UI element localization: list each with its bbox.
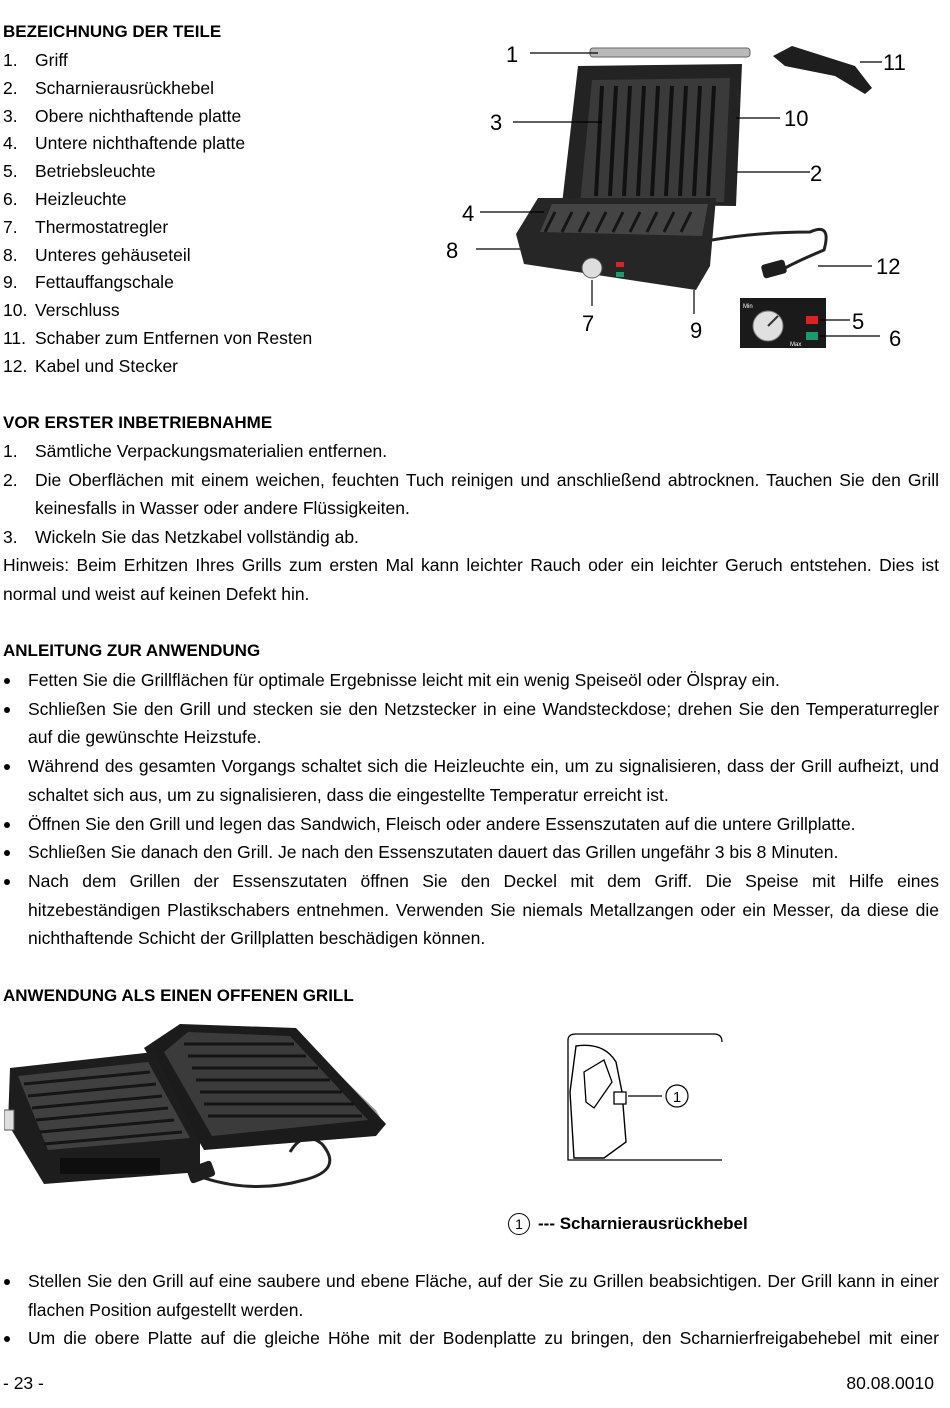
- list-item: 11. Schaber zum Entfernen von Resten: [3, 327, 313, 348]
- list-item: 10. Verschluss: [3, 300, 120, 321]
- product-code: 80.08.0010: [846, 1373, 934, 1393]
- list-item: 9. Fettauffangschale: [3, 272, 174, 293]
- list-item: Schließen Sie danach den Grill. Je nach den Essenszutaten dauert das Grillen ungefähr 3 bis 8 Minuten.: [3, 838, 939, 867]
- bullet-icon: [3, 810, 28, 839]
- plug-image: [761, 259, 788, 279]
- open-grill-list: [3, 1267, 939, 1353]
- parts-list: [3, 49, 312, 383]
- list-item: 3. Obere nichthaftende platte: [3, 105, 242, 126]
- hinge-lever-caption: [508, 1213, 748, 1235]
- page-number: - 23 -: [3, 1373, 44, 1393]
- first-use-heading: VOR ERSTER INBETRIEBNAHME: [3, 413, 273, 432]
- callout-6: 6: [889, 326, 902, 351]
- usage-heading: ANLEITUNG ZUR ANWENDUNG: [3, 641, 261, 660]
- list-item: 5. Betriebsleuchte: [3, 161, 156, 182]
- callout-11: 11: [883, 50, 906, 75]
- callout-10: 10: [784, 106, 809, 131]
- callout-12: 12: [876, 254, 901, 279]
- callout-9: 9: [690, 318, 703, 343]
- list-item: 2. Scharnierausrückhebel: [3, 77, 214, 98]
- list-item: 7. Thermostatregler: [3, 216, 169, 237]
- list-item: 3. Wickeln Sie das Netzkabel vollständig ab.: [3, 527, 359, 548]
- callout-5: 5: [852, 309, 865, 334]
- grill-parts-diagram: [440, 36, 920, 358]
- caption-marker: 1: [508, 1213, 530, 1235]
- hinge-lever-detail-image: [564, 1032, 724, 1166]
- list-item: 1. Griff: [3, 50, 68, 70]
- callout-8: 8: [446, 238, 459, 263]
- list-item: Um die obere Platte auf die gleiche Höhe mit der Bodenplatte zu bringen, den Scharnierfreigabehebel mit einer: [3, 1324, 939, 1353]
- usage-list: [3, 666, 939, 953]
- list-item: 6. Heizleuchte: [3, 188, 127, 209]
- scraper-image: [773, 46, 872, 94]
- list-item: Stellen Sie den Grill auf eine saubere und ebene Fläche, auf der Sie zu Grillen beabsichtigen. Der Grill kann in einer flachen Position aufgestellt werden.: [3, 1267, 939, 1324]
- bullet-icon: [3, 1267, 28, 1324]
- callout-4: 4: [462, 201, 475, 226]
- list-item: Während des gesamten Vorgangs schaltet sich die Heizleuchte ein, um zu signalisieren, dass der Grill aufheizt, und schaltet sich aus, um zu signalisieren, dass die eingestellte Temperatur erreicht ist.: [3, 752, 939, 809]
- list-item: Nach dem Grillen der Essenszutaten öffnen Sie den Deckel mit dem Griff. Die Speise mit Hilfe eines hitzebeständigen Plastikschabers entnehmen. Verwenden Sie niemals Metallzangen oder ein Messer, da diese die nichthaftende Schicht der Grillplatten beschädigen können.: [3, 867, 939, 953]
- open-grill-heading: ANWENDUNG ALS EINEN OFFENEN GRILL: [3, 986, 354, 1005]
- cable-image: [712, 229, 826, 268]
- list-item: 8. Unteres gehäuseteil: [3, 244, 191, 265]
- callout-7: 7: [582, 311, 595, 336]
- list-item: 4. Untere nichthaftende platte: [3, 133, 246, 154]
- bullet-icon: [3, 752, 28, 809]
- open-grill-image: [4, 1014, 386, 1196]
- bullet-icon: [3, 695, 28, 752]
- list-item: Fetten Sie die Grillflächen für optimale Ergebnisse leicht mit ein wenig Speiseöl oder Ölspray ein.: [3, 666, 939, 695]
- caption-text: --- Scharnierausrückhebel: [538, 1214, 748, 1233]
- detail-marker: 1: [672, 1089, 682, 1106]
- callout-2: 2: [810, 161, 823, 186]
- list-item: 1. Sämtliche Verpackungsmaterialien entfernen.: [3, 441, 388, 461]
- bullet-icon: [3, 666, 28, 695]
- min-label: Min: [743, 304, 753, 310]
- parts-heading: BEZEICHNUNG DER TEILE: [3, 22, 222, 41]
- max-label: Max: [790, 342, 802, 348]
- bullet-icon: [3, 867, 28, 953]
- bullet-icon: [3, 1324, 28, 1353]
- thermostat-knob-image: [582, 258, 602, 278]
- handle-image: [590, 48, 750, 57]
- bullet-icon: [3, 838, 28, 867]
- list-item: Schließen Sie den Grill und stecken sie den Netzstecker in eine Wandsteckdose; drehen Sie den Temperaturregler auf die gewünschte Heizstufe.: [3, 695, 939, 752]
- first-use-list: [3, 437, 939, 552]
- callout-1: 1: [506, 42, 519, 67]
- list-item: 2. Die Oberflächen mit einem weichen, feuchten Tuch reinigen und anschließend abtrocknen. Tauchen Sie den Grill keinesfalls in Wasser oder andere Flüssigkeiten.: [3, 469, 939, 519]
- first-use-note: Hinweis: Beim Erhitzen Ihres Grills zum ersten Mal kann leichter Rauch oder ein leichter Geruch entstehen. Dies ist normal und weist auf keinen Defekt hin.: [3, 555, 939, 604]
- list-item: Öffnen Sie den Grill und legen das Sandwich, Fleisch oder andere Essenszutaten auf die untere Grillplatte.: [3, 810, 939, 839]
- list-item: 12. Kabel und Stecker: [3, 355, 179, 376]
- callout-3: 3: [490, 110, 503, 135]
